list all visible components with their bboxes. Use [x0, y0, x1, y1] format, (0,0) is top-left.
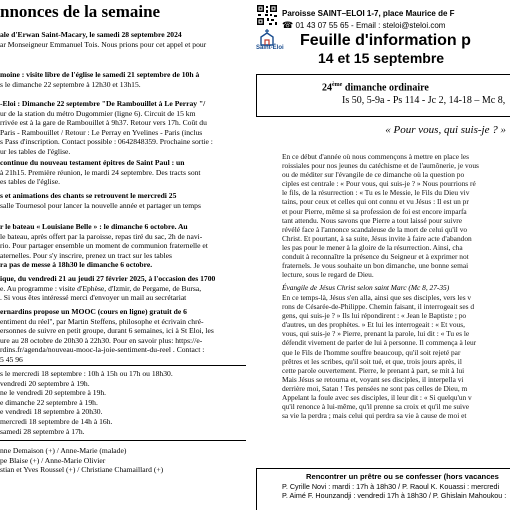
editorial-line: et pour Pierre, même si sa profession de foi est encore imparfa — [282, 206, 467, 216]
editorial-line: tains, pour ceux et celles qui ont connu et vu Jésus : Il est un pr — [282, 197, 469, 207]
sunday-title: 24ème dimanche ordinaire — [322, 82, 429, 94]
parish-contact — [282, 20, 445, 31]
schedule-item: ne le vendredi 20 septembre à 19h. — [0, 388, 107, 398]
pelerinage-line-1: ique, du vendredi 21 au jeudi 27 février 2025, à l'occasion des 1700 — [0, 274, 216, 283]
lecture-line-3: es tables de l'église. — [0, 177, 60, 187]
announcement-patrimoine — [0, 70, 246, 89]
gospel-text — [282, 293, 510, 420]
announcement-mooc — [0, 307, 246, 365]
newsletter-column — [256, 0, 510, 510]
schedule-list — [0, 369, 246, 436]
gospel-line: sa vie la perdra ; mais celui qui perdra sa vie à cause de moi et — [282, 411, 467, 421]
chants-line-1: s et animations des chants se retrouvent le mercredi 25 — [0, 191, 177, 200]
announcement-bateau — [0, 222, 246, 270]
editorial-line: le fils, de la résurrection : « Tu es le Messie, le Fils du Dieu viv — [282, 188, 470, 198]
marche-line-2: ur de la station du métro Dugommier (ligne 6). Circuit de 15 km — [0, 108, 196, 118]
editorial-line: roissiales pour nos jeunes du catéchisme et de l'aumônerie, je vous — [282, 161, 479, 171]
patrimoine-line-1: moine : visite libre de l'église le samedi 21 septembre de 10h à — [0, 70, 200, 79]
obituary-list — [0, 446, 246, 475]
church-logo-icon — [256, 28, 278, 46]
readings: Is 50, 5-9a - Ps 114 - Jc 2, 14-18 – Mc 8, — [342, 95, 506, 106]
gospel-line: d'autres, un des prophètes. » Et lui les interrogeait : « Et vous, — [282, 320, 465, 330]
editorial-title: « Pour vous, qui suis-je ? » — [385, 124, 506, 136]
editorial-line: ciples est centrale : « Pour vous, qui suis-je ? » Nous pourrions ré — [282, 179, 476, 189]
marche-line-5: s Pass d'inscription. Contact possible : 0642848359. Prochaine sortie : — [0, 137, 213, 147]
gospel-title: Évangile de Jésus Christ selon saint Marc (Mc 8, 27-35) — [282, 283, 450, 292]
editorial-line: Christ. Et pourtant, à sa suite, Jésus invite à faire acte d'abandon — [282, 233, 472, 243]
chants-line-2: salle Tournesol pour lancer la nouvelle année et partager un temps — [0, 200, 201, 210]
gospel-line: gens, qui suis-je ? » Ils lui répondirent : « Jean le Baptiste ; po — [282, 311, 467, 321]
newsletter-dates: 14 et 15 septembre — [318, 50, 445, 66]
priest-line: P. Aimé F. Hounzandji : vendredi 17h à 18h30 / P. Ghislain Mahoukou : — [282, 491, 507, 500]
announcement-pelerinage — [0, 274, 246, 303]
editorial-line: conduit à reconnaître la présence du Seigneur et à exprimer not — [282, 252, 469, 262]
schedule-item: vendredi 20 septembre à 19h. — [0, 378, 90, 388]
editorial-line: fraternels. Je vous souhaite un bon dimanche, une bonne semai — [282, 261, 469, 271]
obituary-item: pe Blaise (+) / Anne-Marie Olivier — [0, 455, 106, 465]
divider — [0, 365, 246, 366]
divider — [0, 440, 246, 441]
marche-line-3: rrivée est à la gare de Rambouillet à 9h37. Retour vers 17h. Coût du — [0, 118, 207, 128]
phone-icon: ☎ — [282, 20, 294, 30]
editorial-line: tant attendu. Nous savons que Pierre a tout laissé pour suivre — [282, 215, 463, 225]
obituary-item: nne Demaison (+) / Anne-Marie (malade) — [0, 446, 127, 455]
gospel-line: rons de Césarée-de-Philippe. Chemin faisant, il interrogeait ses d — [282, 302, 475, 312]
ordination-line-1: ale d'Erwan Saint-Macary, le samedi 28 septembre 2024 — [0, 30, 182, 39]
announcement-marche — [0, 99, 246, 157]
lecture-line-2: à 21h15. Première réunion, le mardi 24 septembre. Des tracts sont — [0, 167, 201, 177]
announcement-chants — [0, 191, 246, 210]
mooc-line-2: entiment du réel", par Martin Steffens, philosophe et écrivain chré- — [0, 316, 204, 326]
schedule-item: s le mercredi 18 septembre : 10h à 15h ou 17h ou 18h30. — [0, 369, 173, 378]
bateau-line-2: le bateau, après offert par la paroisse, repas tiré du sac, 2h de navi- — [0, 231, 203, 241]
announcement-ordination — [0, 30, 246, 49]
editorial-line: révélé face à l'annonce scandaleuse de la mort de celui qu'il vo — [282, 224, 468, 234]
marche-line-4: Paris - Rambouillet / Retour : Le Perray en Yvelines - Paris (inclus — [0, 127, 203, 137]
gospel-line: Mais Jésus se retourna et, voyant ses disciples, il interpella vi — [282, 374, 464, 384]
logo-label: Saint-Éloi — [256, 45, 284, 51]
gospel-line: que le Fils de l'homme souffre beaucoup, qu'il soit rejeté par — [282, 347, 461, 357]
mooc-line-3: ersonnes de suivre en petit groupe, durant 6 semaines, ici à St Eloi, les — [0, 326, 214, 336]
priest-line: P. Cyrille Novi : mardi : 17h à 18h30 / P. Raoul K. Kouassi : mercredi — [282, 482, 500, 491]
gospel-line: derrière moi, Satan ! Tes pensées ne sont pas celles de Dieu, m — [282, 383, 468, 393]
bateau-line-4: aternelles. Pour s'y inscrire, prenez un tract sur les tables — [0, 250, 172, 260]
gospel-line: En ce temps-là, Jésus s'en alla, ainsi que ses disciples, vers les v — [282, 293, 472, 302]
patrimoine-line-2: s le dimanche 22 septembre à 12h30 et 13h15. — [0, 79, 141, 89]
qr-code-icon — [256, 4, 278, 26]
schedule-item: mercredi 18 septembre de 14h à 16h. — [0, 416, 113, 426]
newsletter-title: Feuille d'information p — [300, 32, 471, 49]
announcements-title: nnonces de la semaine — [0, 2, 161, 21]
marche-line-6: ur les tables de l'église. — [0, 146, 71, 156]
editorial-text — [282, 152, 510, 279]
parish-address: Paroisse SAINT–ELOI 1-7, place Maurice de F — [282, 9, 455, 18]
announcements-column — [0, 0, 246, 510]
schedule-item: e vendredi 18 septembre à 20h30. — [0, 407, 103, 417]
gospel-line: vous, qui suis-je ? » Pierre, prenant la parole, lui dit : « Tu es le — [282, 329, 470, 339]
ordination-line-2: ar Monseigneur Emmanuel Tois. Nous prions pour cet appel et pour — [0, 39, 207, 49]
lecture-line-1: continue du nouveau testament épitres de Saint Paul : un — [0, 158, 185, 167]
gospel-line: cette parole ouvertement. Pierre, le prenant à part, se mit à lui — [282, 365, 465, 375]
mooc-line-1: ernardins propose un MOOC (cours en ligne) gratuit de 6 — [0, 307, 187, 316]
contact-text: 01 43 07 55 65 - Email : steloi@steloi.com — [295, 21, 446, 30]
schedule-item: e dimanche 22 septembre à 19h. — [0, 397, 98, 407]
editorial-line: En ce début d'année où nous commençons à mettre en place les — [282, 152, 470, 161]
bateau-line-1: r le bateau « Louisiane Belle » : le dimanche 6 octobre. Au — [0, 222, 188, 231]
mooc-line-5: rdins.fr/agenda/nouveau-mooc-la-joie-sentiment-du-reel . Contact : — [0, 345, 205, 355]
obituary-item: stian et Yves Roussel (+) / Christiane Chamaillard (+) — [0, 465, 164, 475]
bateau-line-5: ra pas de messe à 18h30 le dimanche 6 octobre. — [0, 260, 153, 270]
mooc-line-6: 5 45 96 — [0, 354, 23, 364]
pelerinage-line-2: e. Au programme : visite d'Ephèse, d'Izmir, de Pergame, de Bursa, — [0, 283, 202, 293]
announcement-lecture — [0, 158, 246, 187]
gospel-line: défendit vivement de parler de lui à personne. Il commença à leur — [282, 338, 477, 348]
gospel-line: qu'il renonce à lui-même, qu'il prenne sa croix et qu'il me suive — [282, 402, 470, 412]
confession-title: Rencontrer un prêtre ou se confesser (hors vacances — [306, 472, 499, 481]
schedule-item: samedi 28 septembre à 17h. — [0, 426, 85, 436]
bateau-line-3: rio. Pour partager ensemble un moment de communion fraternelle et — [0, 241, 208, 251]
editorial-line: lecture, sous le regard de Dieu. — [282, 270, 374, 280]
priest-schedule — [282, 482, 506, 500]
marche-line-1: -Eloi : Dimanche 22 septembre "De Rambouillet à Le Perray "/ — [0, 99, 206, 108]
mooc-line-4: ure au 28 octobre de 20h30 à 22h30. Pour en savoir plus: https://e- — [0, 335, 203, 345]
pelerinage-line-3: . Si vous êtes intéressé merci d'envoyer un mail au secrétariat — [0, 293, 187, 303]
gospel-line: prêtres et les scribes, qu'il soit tué, et que, trois jours après, il — [282, 356, 462, 366]
editorial-line: ou de méditer sur l'évangile de ce dimanche où la question po — [282, 170, 465, 180]
editorial-line: les pas pour le mener à la gloire de la résurrection. Ainsi, cha — [282, 242, 463, 252]
gospel-line: Appelant la foule avec ses disciples, il leur dit : « Si quelqu'un v — [282, 393, 472, 403]
